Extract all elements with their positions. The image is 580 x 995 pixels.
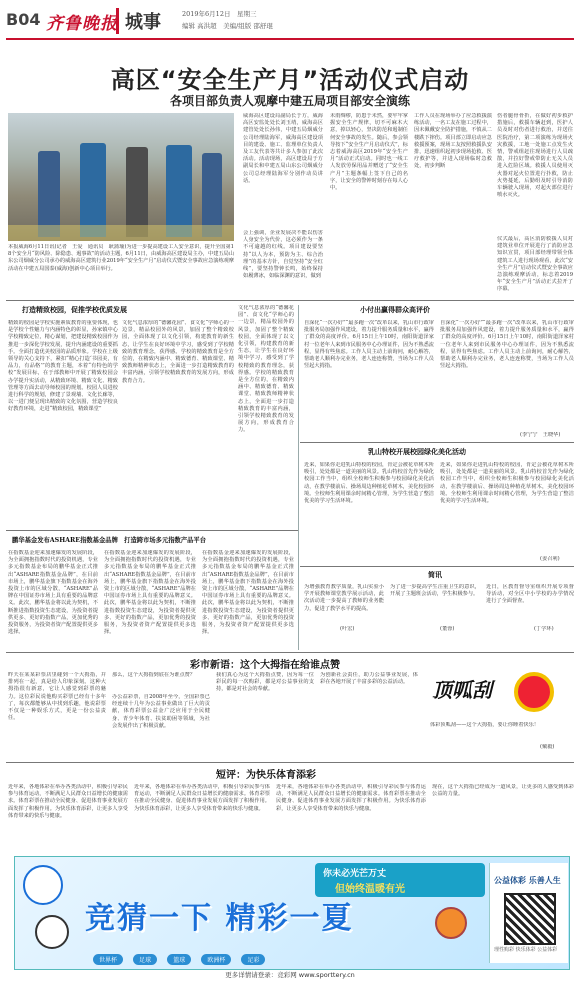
qr-code-icon [504, 893, 556, 945]
article-body-fund-c: 在指数基金迎来加速爆发的发展阶段，为全面拥抱指数时代的投资机遇，专业多元指数基金布局的鹏华基金正式推出“ASHARE指数基金品牌”，在目前市场上，鹏华基金旗下指数基金在海外投资上市的区域分散，“ASHARE”品牌在中国证券市场上具有重要的品牌意义。此次，鹏华基金将以此为契机，不断推进指数投资生态建设，为投资者提供更多、更好的指数产品，更加优秀的投资服务，为投资者资产配置提供更多选择。 [202, 550, 294, 636]
brief-byline-3: (丁学环) [534, 626, 554, 632]
divider [6, 652, 574, 653]
divider [300, 442, 574, 443]
article-body-service: 自深化“一次办好”“最多跑一次”改革以来，乳山市行政审批服务局加强作风建设，着力提升服务质量和水平，赢得了群众的高度评价。6月15日上午10时，南阳街道泽家村一位老年人来到市民服务中心办理证件，因为不熟悉流程，显得有些焦虑。工作人员主动上前询问，耐心解答，帮助老人顺利办完业务，老人连连称赞，当场为工作人员竖起大拇指。 [304, 320, 434, 370]
article-body-short-2: 近年来，各地体彩在举办各类活动中，积极引导彩民参与体育运动，不断满足人民群众日益增长的健康需求。体育彩票在推动全民健身、促进体育事业发展方面发挥了积极作用。为快乐体育添彩，让更多人享受体育带来的快乐与健康。 [134, 784, 270, 812]
lead-body-2: 会上强调，企业发展决不能以伤害人身安全为代价，这必须作为一条不可逾越的红线。项目建设要坚持“以人为本，预防为主、综合治理”的基本方针，自觉坚持“安全红线”，要坚持警钟长鸣，始终保持如履薄冰，如临深渊的意识，做到 [243, 230, 323, 280]
logo-text: 顶呱刮 [432, 678, 492, 702]
article-byline-service: (李宁宁 王晓华) [520, 432, 561, 438]
article-body-school-a: 精致的校园是学校实施素质教育的重要体现，也是学校个性魅力与内涵特色的彰显，孙家镇中心学校精致定位，精心谋划，把建设精致校园作为推进一步深化学校发展，提升内涵建设的重要抓手。全面打造优美校园的品质形象。学校在上级领导的关心支持下，紧扣“精心打造‘书园美，有品力，有品格’”的教育主题，本着“有特色的学校”发展目标，在于部教师中开展了精致校园会办学提升实活动，从精致环境、精致文化、精致管理等方面去动导师校园的规划。校园人员进校进行科学的规划，修建了景观墙、文化长廊等，以一进门便呈现出精致的文化氛围，营造学校良好教育环境，走进“精致校园，精致课堂” [8, 320, 118, 413]
brief-title: 简讯 [428, 570, 442, 579]
article-byline-campus: (姜召利) [540, 556, 560, 562]
logo-byline: (戴毅) [540, 744, 555, 750]
brief-body-1: 为增强教育教学质量，乳山实验小学开展教师课堂教学展示活动，此次活动进一步提高了教师的业务能力，促进了教学水平的提高。 [304, 584, 384, 612]
ad-button[interactable]: 篮球 [167, 954, 191, 965]
section-name: 城事 [116, 8, 161, 34]
basketball-icon [435, 907, 467, 939]
ad-banner-line-1: 你未必光芒万丈 [323, 869, 387, 879]
article-title-commentary: 彩市新语：这个大拇指在给谁点赞 [190, 660, 340, 671]
divider [300, 566, 574, 567]
divider [6, 762, 574, 763]
article-body-commentary-1: 昨天在某某彩票店里碰到一个大拇指，并排列在一起，真是给人印象深刻。这种大拇指很有新意，它让人感觉到彩票的魅力。这位彩民说他购买彩票已经有十多年了，每次都能够从中找到乐趣，他说彩票不仅是一种娱乐方式，更是一份公益责任。 [8, 672, 106, 722]
page-code: B04 [6, 10, 41, 29]
article-body-service-b: 自深化“一次办好”“最多跑一次”改革以来，乳山市行政审批服务局加强作风建设，着力提升服务质量和水平，赢得了群众的高度评价。6月15日上午10时，南阳街道泽家村一位老年人来到市民服务中心办理证件，因为不熟悉流程，显得有些焦虑。工作人员主动上前询问，耐心解答，帮助老人顺利办完业务，老人连连称赞，当场为工作人员竖起大拇指。 [440, 320, 574, 370]
editors-line: 编辑 高洪超 美编/组版 邵舒琨 [182, 22, 273, 30]
article-body-campus: 近来，如果你走进乳山特校的校园，肯定会被花草树木所吸引，处处都是一道美丽的风景。乳山特校首先作为绿化校园工作当中，组织全校师生积极参与校园绿化美化活动，在教学楼前后、操场周边种植花草树木，美化校园环境。全校师生利用课余时间精心管理，为学生营造了整洁优美的学习生活环境。 [304, 462, 434, 505]
brief-body-3: 近日，区教育督导室组织开展专项督导活动，对全区中小学校的办学情况进行了全面督查。 [486, 584, 574, 605]
divider [6, 530, 298, 531]
lead-body-5: 伤者腿骨骨折，在做好初步救护措施后，救援车辆赶到，医护人员及时对伤者进行救治，并送往医院治疗，第二项演练为现场火灾救援，工地一处施工点发生火情，警戒组赶往现场进行人员疏散，并拉好警戒带防止无关人员进入危险区域。救援人员使用灭火器对起火位置进行扑救，防止火势蔓延，后勤组及时引导消防车辆驶入现场，对起火部位进行喷水灭火。 [497, 113, 573, 199]
article-title-fund: 鹏华基金发布ASHARE指数基金品牌 打造跨市场多元指数产品平台 [12, 537, 207, 544]
header-rule [6, 38, 574, 40]
brief-byline-2: (董蓉) [440, 626, 455, 632]
article-title-school: 打造精致校园，促推学校优质发展 [22, 305, 127, 314]
article-body-commentary-5: 为创新社会责任，助力公益事业发展，体彩在各地开展了丰富多彩的公益活动。 [320, 672, 418, 686]
logo-emblem-icon [514, 672, 554, 712]
article-body-fund-a: 在指数基金迎来加速爆发的发展阶段，为全面拥抱指数时代的投资机遇，专业多元指数基金布局的鹏华基金正式推出“ASHARE指数基金品牌”，在目前市场上，鹏华基金旗下指数基金在海外投资上市的区域分散，“ASHARE”品牌在中国证券市场上具有重要的品牌意义。此次，鹏华基金将以此为契机，不断推进指数投资生态建设，为投资者提供更多、更好的指数产品，更加优秀的投资服务，为投资者资产配置提供更多选择。 [8, 550, 98, 636]
article-body-short-3: 近年来，各地体彩在举办各类活动中，积极引导彩民参与体育运动，不断满足人民群众日益增长的健康需求。体育彩票在推动全民健身、促进体育事业发展方面发挥了积极作用。为快乐体育添彩，让更多人享受体育带来的快乐与健康。 [276, 784, 426, 812]
lead-caption: 本报威海6月11日讯(记者 王爱 通讯员 耿蒲瑜)为进一步提高建设工人安全意识，提升全国第18个安全月“防风险、除隐患、遏事故”的活动主题，6月11日，由威海高区建设局主办，中建五局山东公司烟威分公司承办的威海高区建筑行业2019年“安全生产月”启动仪式暨安全事故应急演练观摩活动在中建五局国泰(威海)创新中心项目举行。 [8, 244, 234, 272]
ad-banner-line-2: 但始终温暖有光 [335, 884, 405, 895]
article-body-short-4: 现在，这个大拇指已经成为一道风景，让更多的人感受到体彩公益的力量。 [432, 784, 574, 798]
article-body-fund-b: 在指数基金迎来加速爆发的发展阶段，为全面拥抱指数时代的投资机遇，专业多元指数基金布局的鹏华基金正式推出“ASHARE指数基金品牌”，在目前市场上，鹏华基金旗下指数基金在海外投资上市的区域分散，“ASHARE”品牌在中国证券市场上具有重要的品牌意义。此次，鹏华基金将以此为契机，不断推进指数投资生态建设，为投资者提供更多、更好的指数产品，更加优秀的投资服务，为投资者资产配置提供更多选择。 [104, 550, 196, 636]
article-body-commentary-2: 那么，这个大拇指到底在为谁点赞？ [112, 672, 196, 678]
article-body-commentary-3: 办公益彩票，自2008年至今，全国彩票已经连续十几年为公益事业做出了巨大的贡献，体育彩票公益金广泛应用于全民健身、青少年体育、扶贫助困等领域，为社会发展作出了积极贡献。 [112, 694, 210, 729]
newspaper-brand: 齐鲁晚报 [46, 14, 118, 34]
column-rule [298, 305, 299, 650]
ad-slogan: 公益体彩 乐善人生 [494, 875, 561, 885]
ad-title: 竞猜一下 精彩一夏 [85, 901, 354, 936]
masthead [0, 0, 580, 38]
brief-byline-1: (叶宏) [340, 626, 355, 632]
article-body-commentary-4: 我们真心为这个大拇指点赞，因为每一位彩民的每一次购彩，都是对公益事业的支持，都是对社会的奉献。 [216, 672, 314, 693]
lead-subtitle: 各项目部负责人观摩中建五局项目部安全演练 [169, 94, 410, 108]
lead-body-1: 威海高区建设局副局长于方，威海高区安监处处长刘玉靖，威海高区建管处处长孙伟，中建五局烟威分公司经理陆海军，威海高区建设项目的建设、施工、监理单位负责人及工友代表等共计多人参加了此次活动。活动现场，高区建设局于方副局长和中建五局山东公司烟威分公司总经理陆海军分别作动员讲话。 [243, 113, 323, 184]
article-title-service: 小付出赢得群众高评价 [360, 305, 430, 314]
ad-sidebar [489, 863, 568, 963]
ad-note: 理性购彩 快乐体彩 公益体彩 [494, 947, 558, 953]
lead-body-6: 仪式最后，高区消防救援人员对建筑业单位开展进行了消防应急知识宣贯，项目部经理带领全体建筑工人进行现场观看，此次“安全生产月”启动仪式暨安全事故应急演练观摩活动，标志着2019年“安全生产月”活动正式拉开了序幕。 [497, 236, 573, 293]
date-line: 2019年6月12日 星期三 [182, 10, 257, 18]
lottery-logo [428, 668, 574, 718]
brief-body-2: 为了进一步提高学生注重卫生的意识，开展了主题班会活动，学生积极参与。 [390, 584, 480, 598]
article-body-school-b: 文化气息浓厚的“德馨花园”、食文化“学师心的一边景，精品校园外的风景，加固了整个精致校园，全面体现了以文化引领，构建教育的新生态，让学生在良好环境中学习，感受到了学校精致的教育理念，获得感。学校的精致教育是全方位的，在精致内涵中、精致德育、精致课堂、精致教师精神状态上，全面进一步打造精致教育的丰富内涵，引领学校精致教育的发展方向，形成教育合力。 [122, 320, 234, 384]
lead-body-4: 工作人员在现场举办了应急救援演练活动，一名工友在施工过程中，因未佩戴安全防护措施，不慎从二楼跌下摔伤。项目部立即启动应急救援预案，现场工友按照救援队安排，迅速组织起初步现场抢救、医疗救护等，并进入现场临时急救处，初步判断 [414, 113, 492, 170]
article-body-school-c: 文化气息浓厚的“德馨花园”、食文化“学师心的一边景，精品校园外的风景，加固了整个精致校园，全面体现了以文化引领，构建教育的新生态，让学生在良好环境中学习，感受到了学校精致的教育理念，获得感。学校的精致教育是全方位的，在精致内涵中、精致德育、精致课堂、精致教师精神状态上，全面进一步打造精致教育的丰富内涵，引领学校精致教育的发展方向，形成教育合力。 [238, 305, 294, 434]
lottery-advertisement[interactable] [14, 856, 570, 970]
article-body-short-1: 近年来，各地体彩在举办各类活动中，积极引导彩民参与体育运动，不断满足人民群众日益增长的健康需求。体育彩票在推动全民健身、促进体育事业发展方面发挥了积极作用。为快乐体育添彩，让更多人享受体育带来的快乐与健康。 [8, 784, 128, 819]
lead-headline: 高区“安全生产月”活动仪式启动 [110, 66, 470, 94]
football-icon [35, 915, 69, 949]
logo-caption: 体彩顶呱刮——这个大拇指，要让你睡着快乐！ [430, 722, 539, 728]
lottery-logo-icon [23, 865, 63, 905]
lead-photo [8, 113, 234, 241]
article-title-short: 短评：为快乐体育添彩 [216, 770, 316, 781]
divider [6, 300, 574, 301]
article-title-campus: 乳山特校开展校园绿化美化活动 [368, 447, 466, 456]
ad-button-row [93, 947, 270, 966]
article-body-campus-b: 近来，如果你走进乳山特校的校园，肯定会被花草树木所吸引，处处都是一道美丽的风景。乳山特校首先作为绿化校园工作当中，组织全校师生积极参与校园绿化美化活动，在教学楼前后、操场周边种植花草树木，美化校园环境。全校师生利用课余时间精心管理，为学生营造了整洁优美的学习生活环境。 [440, 462, 574, 505]
ad-button[interactable]: 足球 [133, 954, 157, 965]
ad-banner [315, 863, 485, 897]
lead-body-3: 未雨绸缪，防患于未然，要牢牢掌握安全生产规律，切不可麻木大意，掉以轻心，坚决防范和遏制任何安全事故的发生。随后，参会领导按下“安全生产月启动仪式”，标志着威海高区2019年“安全生产月”活动正式启动。同时也一线工人发放劳保用品并赠送了“安全生产月”主题条幅上签下自己的名字，让安全的警钟时刻存在每人心中。 [330, 113, 408, 192]
ad-button[interactable]: 足彩 [241, 954, 265, 965]
ad-button[interactable]: 世界杯 [93, 954, 123, 965]
ad-button[interactable]: 欧洲杯 [201, 954, 231, 965]
ad-footer-url[interactable]: 更多详情请登录：竞彩网 www.sporttery.cn [225, 971, 355, 979]
